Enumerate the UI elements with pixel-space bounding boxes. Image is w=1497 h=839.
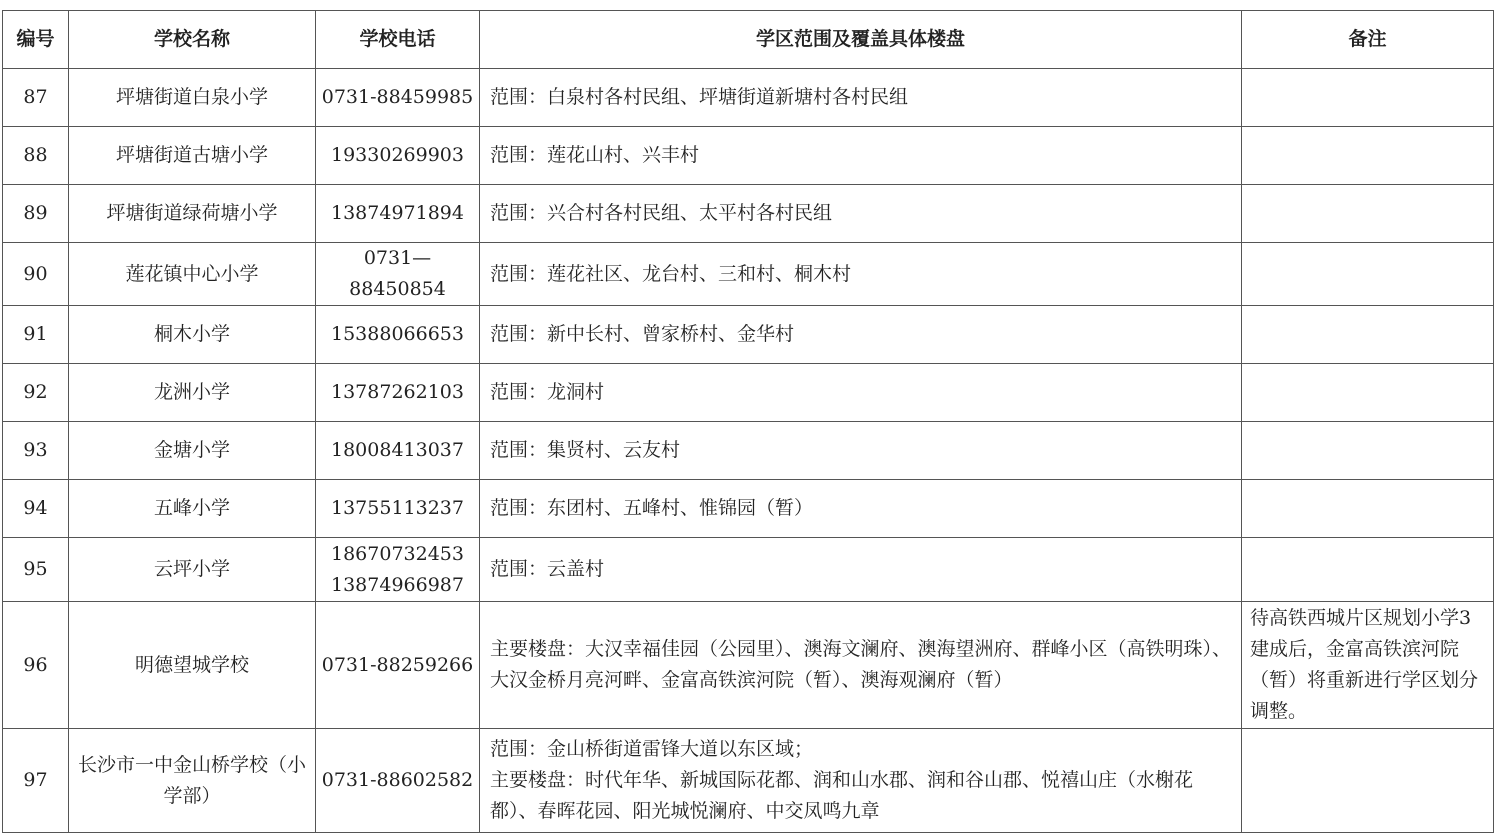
district-scope: 主要楼盘：大汉幸福佳园（公园里）、澳海文澜府、澳海望洲府、群峰小区（高铁明珠）、大汉金桥月亮河畔、金富高铁滨河院（暂）、澳海观澜府（暂） <box>480 602 1242 729</box>
school-name: 桐木小学 <box>69 306 316 364</box>
remarks <box>1242 306 1494 364</box>
district-scope <box>480 729 1242 833</box>
row-number: 88 <box>3 127 69 185</box>
remarks: 待高铁西城片区规划小学3建成后，金富高铁滨河院（暂）将重新进行学区划分调整。 <box>1242 602 1494 729</box>
row-number: 96 <box>3 602 69 729</box>
header-district-scope: 学区范围及覆盖具体楼盘 <box>480 11 1242 69</box>
table-row <box>3 185 1494 243</box>
remarks <box>1242 364 1494 422</box>
school-name: 长沙市一中金山桥学校（小学部） <box>69 729 316 833</box>
phone-line: 18670732453 <box>331 542 464 565</box>
header-school-phone: 学校电话 <box>316 11 480 69</box>
row-number: 92 <box>3 364 69 422</box>
school-phone: 0731-88602582 <box>316 729 480 833</box>
header-row <box>3 11 1494 69</box>
phone-line: 13874966987 <box>331 573 464 596</box>
row-number: 94 <box>3 480 69 538</box>
row-number: 97 <box>3 729 69 833</box>
school-phone <box>316 538 480 602</box>
remarks <box>1242 127 1494 185</box>
school-name: 明德望城学校 <box>69 602 316 729</box>
district-scope: 范围：莲花社区、龙台村、三和村、桐木村 <box>480 243 1242 306</box>
table-row <box>3 480 1494 538</box>
remarks <box>1242 69 1494 127</box>
remarks <box>1242 243 1494 306</box>
school-phone: 0731-88459985 <box>316 69 480 127</box>
header-number: 编号 <box>3 11 69 69</box>
row-number: 91 <box>3 306 69 364</box>
district-scope: 范围：云盖村 <box>480 538 1242 602</box>
school-phone: 0731—88450854 <box>316 243 480 306</box>
remarks <box>1242 185 1494 243</box>
district-scope: 范围：龙洞村 <box>480 364 1242 422</box>
school-name: 坪塘街道古塘小学 <box>69 127 316 185</box>
table-row <box>3 729 1494 833</box>
school-phone: 13787262103 <box>316 364 480 422</box>
school-phone: 19330269903 <box>316 127 480 185</box>
school-name: 金塘小学 <box>69 422 316 480</box>
school-name: 五峰小学 <box>69 480 316 538</box>
row-number: 89 <box>3 185 69 243</box>
table-row <box>3 364 1494 422</box>
school-phone: 13874971894 <box>316 185 480 243</box>
school-name: 坪塘街道白泉小学 <box>69 69 316 127</box>
school-name: 坪塘街道绿荷塘小学 <box>69 185 316 243</box>
remarks <box>1242 422 1494 480</box>
district-scope: 范围：新中长村、曾家桥村、金华村 <box>480 306 1242 364</box>
row-number: 87 <box>3 69 69 127</box>
table-row <box>3 243 1494 306</box>
remarks <box>1242 538 1494 602</box>
table-row <box>3 69 1494 127</box>
school-name: 云坪小学 <box>69 538 316 602</box>
header-remarks: 备注 <box>1242 11 1494 69</box>
school-name: 龙洲小学 <box>69 364 316 422</box>
scope-line: 范围：金山桥街道雷锋大道以东区域； <box>490 738 814 760</box>
row-number: 90 <box>3 243 69 306</box>
remarks <box>1242 480 1494 538</box>
district-scope: 范围：兴合村各村民组、太平村各村民组 <box>480 185 1242 243</box>
district-scope: 范围：白泉村各村民组、坪塘街道新塘村各村民组 <box>480 69 1242 127</box>
school-name: 莲花镇中心小学 <box>69 243 316 306</box>
table-row <box>3 422 1494 480</box>
remarks <box>1242 729 1494 833</box>
row-number: 93 <box>3 422 69 480</box>
table-row <box>3 127 1494 185</box>
school-phone: 0731-88259266 <box>316 602 480 729</box>
table-row <box>3 538 1494 602</box>
scope-line: 主要楼盘：时代年华、新城国际花都、润和山水郡、润和谷山郡、悦禧山庄（水榭花都）、春晖花园、阳光城悦澜府、中交凤鸣九章 <box>490 769 1194 822</box>
school-district-table <box>2 10 1494 833</box>
row-number: 95 <box>3 538 69 602</box>
district-scope: 范围：莲花山村、兴丰村 <box>480 127 1242 185</box>
school-phone: 18008413037 <box>316 422 480 480</box>
header-school-name: 学校名称 <box>69 11 316 69</box>
school-phone: 15388066653 <box>316 306 480 364</box>
district-scope: 范围：集贤村、云友村 <box>480 422 1242 480</box>
school-phone: 13755113237 <box>316 480 480 538</box>
table-row <box>3 602 1494 729</box>
district-scope: 范围：东团村、五峰村、惟锦园（暂） <box>480 480 1242 538</box>
table-row <box>3 306 1494 364</box>
